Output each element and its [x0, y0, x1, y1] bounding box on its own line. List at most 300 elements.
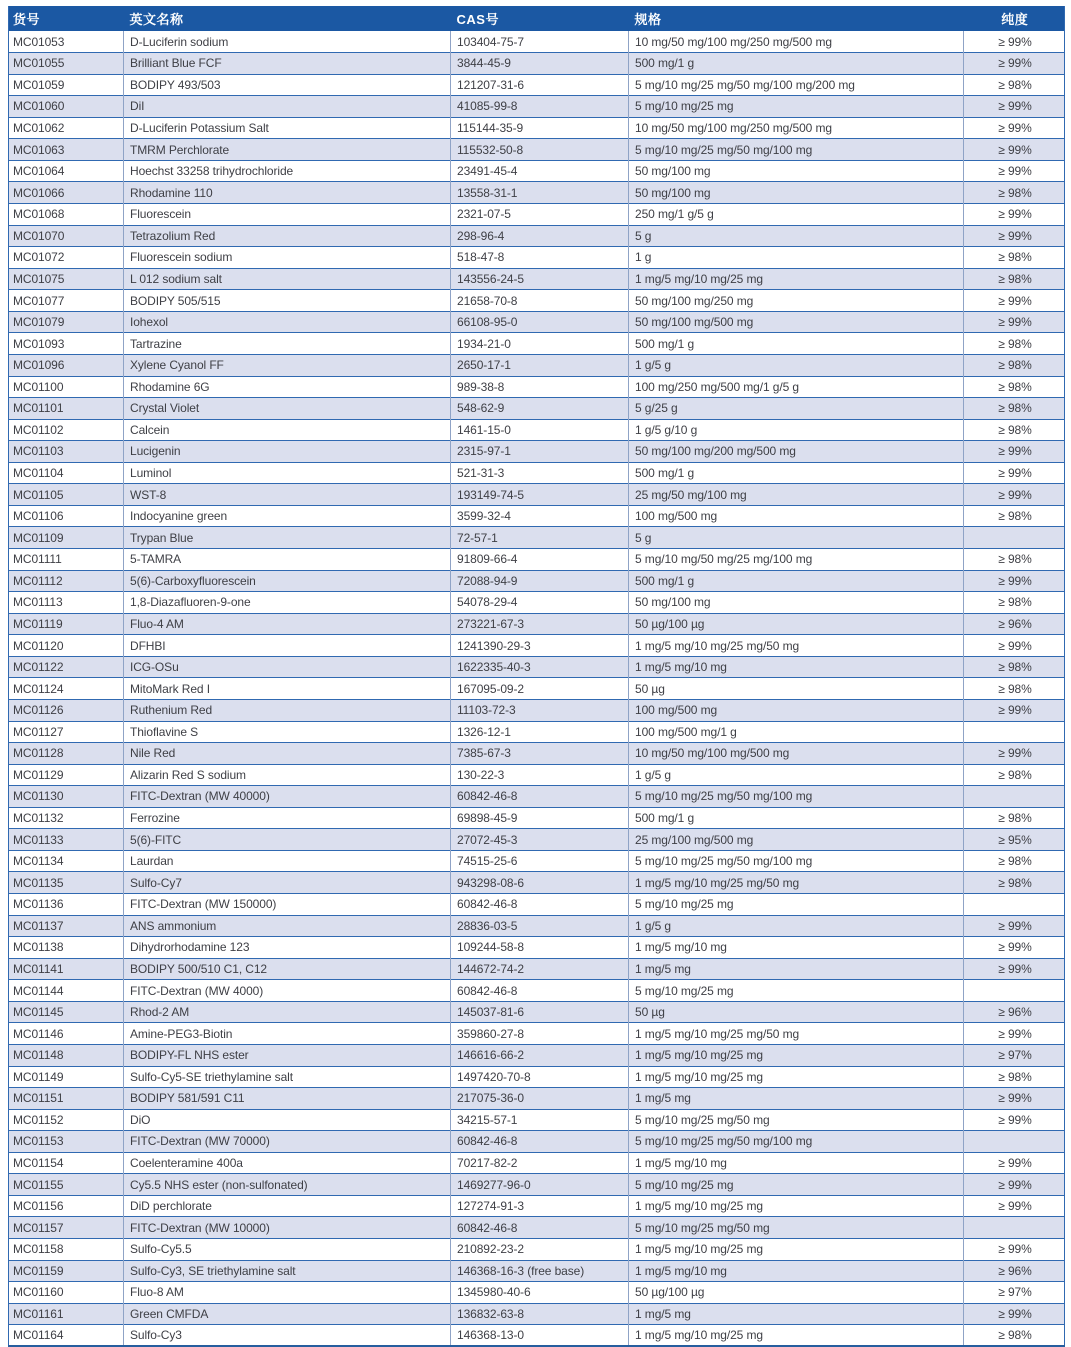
table-row	[9, 53, 1065, 75]
cell-name_en: Tartrazine	[124, 333, 451, 355]
cell-item_no: MC01154	[13, 1156, 64, 1171]
cell-spec: 50 µg/100 µg	[629, 613, 964, 635]
cell-name_en: Sulfo-Cy3, SE triethylamine salt	[124, 1260, 451, 1282]
cell-cas: 144672-74-2	[451, 958, 629, 980]
cell-spec: 5 mg/10 mg/25 mg/50 mg	[629, 1109, 964, 1131]
cell-item_no: MC01063	[13, 142, 65, 157]
cell-name_en: Ferrozine	[124, 807, 451, 829]
table-row	[9, 182, 1065, 204]
cell-item_no: MC01102	[13, 422, 64, 437]
cell-item_no: MC01145	[13, 1005, 64, 1020]
cell-name_en: Ruthenium Red	[124, 699, 451, 721]
cell-purity: ≥ 98%	[964, 850, 1065, 872]
table-row	[9, 1131, 1065, 1153]
cell-spec: 5 mg/10 mg/25 mg/50 mg/100 mg	[629, 850, 964, 872]
cell-purity: ≥ 99%	[964, 570, 1065, 592]
table-row	[9, 721, 1065, 743]
cell-item_no: MC01105	[13, 487, 64, 502]
cell-spec: 250 mg/1 g/5 g	[629, 204, 964, 226]
cell-item_no: MC01124	[13, 681, 64, 696]
cell-cas: 359860-27-8	[451, 1023, 629, 1045]
cell-item_no: MC01113	[13, 595, 63, 610]
table-row	[9, 850, 1065, 872]
cell-spec: 1 g/5 g	[629, 354, 964, 376]
cell-cas: 3599-32-4	[451, 505, 629, 527]
cell-purity	[964, 527, 1065, 549]
table-row	[9, 139, 1065, 161]
cell-spec: 5 mg/10 mg/25 mg	[629, 980, 964, 1002]
cell-cas: 130-22-3	[451, 764, 629, 786]
cell-cas: 210892-23-2	[451, 1239, 629, 1261]
cell-purity: ≥ 98%	[964, 1325, 1065, 1347]
cell-purity: ≥ 99%	[964, 117, 1065, 139]
cell-item_no: MC01062	[13, 121, 65, 136]
cell-cas: 54078-29-4	[451, 592, 629, 614]
cell-spec: 1 mg/5 mg/10 mg	[629, 656, 964, 678]
cell-cas: 74515-25-6	[451, 850, 629, 872]
cell-cas: 217075-36-0	[451, 1088, 629, 1110]
cell-spec: 50 mg/100 mg/200 mg/500 mg	[629, 441, 964, 463]
cell-purity: ≥ 96%	[964, 1001, 1065, 1023]
table-row	[9, 549, 1065, 571]
cell-cas: 41085-99-8	[451, 96, 629, 118]
cell-item_no: MC01103	[13, 444, 64, 459]
cell-item_no: MC01133	[13, 832, 64, 847]
cell-purity: ≥ 98%	[964, 268, 1065, 290]
cell-name_en: FITC-Dextran (MW 40000)	[124, 786, 451, 808]
cell-purity	[964, 786, 1065, 808]
cell-name_en: Sulfo-Cy5-SE triethylamine salt	[124, 1066, 451, 1088]
cell-cas: 989-38-8	[451, 376, 629, 398]
cell-spec: 1 mg/5 mg/10 mg/25 mg	[629, 1239, 964, 1261]
cell-cas: 145037-81-6	[451, 1001, 629, 1023]
table-row	[9, 31, 1065, 53]
cell-name_en: ICG-OSu	[124, 656, 451, 678]
cell-purity: ≥ 96%	[964, 1260, 1065, 1282]
cell-name_en: Thioflavine S	[124, 721, 451, 743]
cell-item_no: MC01148	[13, 1048, 64, 1063]
column-header-name-en: 英文名称	[124, 6, 451, 31]
cell-cas: 72088-94-9	[451, 570, 629, 592]
cell-item_no: MC01160	[13, 1285, 64, 1300]
table-row	[9, 441, 1065, 463]
cell-spec: 1 mg/5 mg/10 mg/25 mg	[629, 1044, 964, 1066]
cell-spec: 500 mg/1 g	[629, 53, 964, 75]
cell-purity: ≥ 98%	[964, 419, 1065, 441]
cell-cas: 23491-45-4	[451, 160, 629, 182]
cell-purity: ≥ 98%	[964, 1066, 1065, 1088]
cell-name_en: D-Luciferin Potassium Salt	[124, 117, 451, 139]
cell-purity: ≥ 99%	[964, 31, 1065, 53]
cell-purity: ≥ 98%	[964, 354, 1065, 376]
cell-purity: ≥ 96%	[964, 613, 1065, 635]
cell-spec: 10 mg/50 mg/100 mg/250 mg/500 mg	[629, 117, 964, 139]
cell-purity: ≥ 99%	[964, 225, 1065, 247]
cell-spec: 500 mg/1 g	[629, 333, 964, 355]
cell-spec: 1 mg/5 mg/10 mg/25 mg/50 mg	[629, 635, 964, 657]
cell-spec: 1 mg/5 mg/10 mg/25 mg	[629, 1195, 964, 1217]
cell-spec: 5 mg/10 mg/25 mg	[629, 96, 964, 118]
cell-purity	[964, 721, 1065, 743]
cell-purity: ≥ 98%	[964, 656, 1065, 678]
cell-name_en: Nile Red	[124, 743, 451, 765]
cell-purity: ≥ 98%	[964, 764, 1065, 786]
table-row	[9, 527, 1065, 549]
cell-cas: 28836-03-5	[451, 915, 629, 937]
cell-item_no: MC01060	[13, 99, 65, 114]
table-row	[9, 376, 1065, 398]
cell-spec: 25 mg/50 mg/100 mg	[629, 484, 964, 506]
cell-item_no: MC01111	[13, 552, 62, 567]
cell-item_no: MC01070	[13, 228, 65, 243]
cell-cas: 193149-74-5	[451, 484, 629, 506]
cell-name_en: DiI	[124, 96, 451, 118]
cell-spec: 5 g	[629, 527, 964, 549]
table-row	[9, 829, 1065, 851]
cell-purity: ≥ 99%	[964, 743, 1065, 765]
table-row	[9, 894, 1065, 916]
table-row	[9, 635, 1065, 657]
cell-cas: 109244-58-8	[451, 937, 629, 959]
cell-cas: 298-96-4	[451, 225, 629, 247]
cell-purity: ≥ 99%	[964, 311, 1065, 333]
column-header-cas: CAS号	[451, 6, 629, 31]
table-row	[9, 980, 1065, 1002]
cell-purity: ≥ 98%	[964, 398, 1065, 420]
cell-purity: ≥ 98%	[964, 505, 1065, 527]
cell-purity	[964, 1131, 1065, 1153]
cell-name_en: BODIPY 493/503	[124, 74, 451, 96]
table-row	[9, 354, 1065, 376]
cell-cas: 167095-09-2	[451, 678, 629, 700]
cell-cas: 2321-07-5	[451, 204, 629, 226]
cell-spec: 50 mg/100 mg	[629, 182, 964, 204]
cell-cas: 146368-13-0	[451, 1325, 629, 1347]
cell-cas: 273221-67-3	[451, 613, 629, 635]
cell-spec: 50 µg/100 µg	[629, 1282, 964, 1304]
cell-cas: 91809-66-4	[451, 549, 629, 571]
cell-name_en: FITC-Dextran (MW 70000)	[124, 1131, 451, 1153]
cell-spec: 500 mg/1 g	[629, 462, 964, 484]
cell-purity: ≥ 99%	[964, 1088, 1065, 1110]
table-row	[9, 398, 1065, 420]
cell-item_no: MC01112	[13, 573, 63, 588]
cell-purity: ≥ 99%	[964, 1195, 1065, 1217]
cell-purity	[964, 894, 1065, 916]
cell-purity: ≥ 98%	[964, 872, 1065, 894]
cell-purity: ≥ 99%	[964, 1152, 1065, 1174]
cell-item_no: MC01132	[13, 811, 64, 826]
column-header-item-no: 货号	[9, 6, 124, 31]
cell-cas: 60842-46-8	[451, 786, 629, 808]
cell-purity: ≥ 99%	[964, 290, 1065, 312]
cell-item_no: MC01101	[13, 401, 64, 416]
table-row	[9, 1066, 1065, 1088]
cell-spec: 500 mg/1 g	[629, 807, 964, 829]
cell-item_no: MC01159	[13, 1263, 64, 1278]
cell-spec: 1 mg/5 mg/10 mg	[629, 1152, 964, 1174]
cell-spec: 1 mg/5 mg/10 mg	[629, 1260, 964, 1282]
cell-spec: 1 mg/5 mg/10 mg/25 mg	[629, 1325, 964, 1347]
cell-name_en: Iohexol	[124, 311, 451, 333]
cell-name_en: Hoechst 33258 trihydrochloride	[124, 160, 451, 182]
cell-cas: 60842-46-8	[451, 980, 629, 1002]
cell-cas: 121207-31-6	[451, 74, 629, 96]
table-row	[9, 1044, 1065, 1066]
cell-purity: ≥ 98%	[964, 549, 1065, 571]
table-row	[9, 786, 1065, 808]
product-table	[8, 6, 1065, 1347]
table-row	[9, 958, 1065, 980]
cell-spec: 1 g/5 g	[629, 764, 964, 786]
table-row	[9, 225, 1065, 247]
cell-name_en: Tetrazolium Red	[124, 225, 451, 247]
cell-purity: ≥ 99%	[964, 699, 1065, 721]
cell-cas: 69898-45-9	[451, 807, 629, 829]
cell-purity: ≥ 99%	[964, 1023, 1065, 1045]
cell-item_no: MC01059	[13, 77, 65, 92]
cell-purity: ≥ 99%	[964, 160, 1065, 182]
cell-name_en: TMRM Perchlorate	[124, 139, 451, 161]
cell-cas: 1469277-96-0	[451, 1174, 629, 1196]
table-row	[9, 484, 1065, 506]
cell-item_no: MC01130	[13, 789, 64, 804]
cell-cas: 548-62-9	[451, 398, 629, 420]
cell-name_en: BODIPY 505/515	[124, 290, 451, 312]
table-row	[9, 462, 1065, 484]
cell-item_no: MC01120	[13, 638, 64, 653]
cell-spec: 50 mg/100 mg/250 mg	[629, 290, 964, 312]
cell-cas: 27072-45-3	[451, 829, 629, 851]
cell-cas: 2650-17-1	[451, 354, 629, 376]
table-row	[9, 1088, 1065, 1110]
cell-purity: ≥ 98%	[964, 247, 1065, 269]
cell-purity	[964, 1217, 1065, 1239]
cell-item_no: MC01079	[13, 315, 65, 330]
cell-item_no: MC01093	[13, 336, 65, 351]
cell-name_en: Fluo-8 AM	[124, 1282, 451, 1304]
cell-item_no: MC01155	[13, 1177, 64, 1192]
cell-item_no: MC01135	[13, 875, 64, 890]
cell-purity: ≥ 99%	[964, 96, 1065, 118]
cell-item_no: MC01100	[13, 379, 64, 394]
cell-spec: 1 mg/5 mg	[629, 1303, 964, 1325]
cell-item_no: MC01072	[13, 250, 65, 265]
cell-cas: 60842-46-8	[451, 1217, 629, 1239]
cell-spec: 500 mg/1 g	[629, 570, 964, 592]
table-row	[9, 1109, 1065, 1131]
table-row	[9, 311, 1065, 333]
cell-cas: 146368-16-3 (free base)	[451, 1260, 629, 1282]
cell-item_no: MC01066	[13, 185, 65, 200]
cell-item_no: MC01126	[13, 703, 64, 718]
cell-spec: 5 mg/10 mg/25 mg	[629, 894, 964, 916]
cell-item_no: MC01164	[13, 1328, 64, 1343]
cell-item_no: MC01077	[13, 293, 65, 308]
cell-name_en: 5-TAMRA	[124, 549, 451, 571]
cell-cas: 1622335-40-3	[451, 656, 629, 678]
cell-spec: 1 g/5 g/10 g	[629, 419, 964, 441]
cell-name_en: DiD perchlorate	[124, 1195, 451, 1217]
cell-cas: 136832-63-8	[451, 1303, 629, 1325]
cell-spec: 1 mg/5 mg/10 mg/25 mg	[629, 1066, 964, 1088]
cell-spec: 5 mg/10 mg/50 mg/25 mg/100 mg	[629, 549, 964, 571]
table-row	[9, 937, 1065, 959]
cell-name_en: FITC-Dextran (MW 150000)	[124, 894, 451, 916]
cell-item_no: MC01055	[13, 56, 65, 71]
cell-spec: 50 µg	[629, 1001, 964, 1023]
cell-purity: ≥ 98%	[964, 333, 1065, 355]
cell-cas: 521-31-3	[451, 462, 629, 484]
cell-spec: 1 mg/5 mg/10 mg/25 mg	[629, 268, 964, 290]
cell-purity: ≥ 99%	[964, 139, 1065, 161]
cell-item_no: MC01138	[13, 940, 64, 955]
cell-purity: ≥ 99%	[964, 441, 1065, 463]
table-row	[9, 290, 1065, 312]
cell-cas: 943298-08-6	[451, 872, 629, 894]
cell-purity: ≥ 99%	[964, 462, 1065, 484]
table-row	[9, 1152, 1065, 1174]
table-row	[9, 505, 1065, 527]
cell-name_en: DFHBI	[124, 635, 451, 657]
cell-item_no: MC01129	[13, 767, 64, 782]
cell-item_no: MC01075	[13, 271, 65, 286]
cell-cas: 21658-70-8	[451, 290, 629, 312]
cell-name_en: Sulfo-Cy7	[124, 872, 451, 894]
table-row	[9, 699, 1065, 721]
cell-cas: 1241390-29-3	[451, 635, 629, 657]
cell-name_en: Alizarin Red S sodium	[124, 764, 451, 786]
cell-purity: ≥ 99%	[964, 484, 1065, 506]
cell-cas: 3844-45-9	[451, 53, 629, 75]
table-row	[9, 656, 1065, 678]
cell-cas: 1497420-70-8	[451, 1066, 629, 1088]
cell-name_en: BODIPY 581/591 C11	[124, 1088, 451, 1110]
cell-item_no: MC01104	[13, 466, 64, 481]
table-row	[9, 678, 1065, 700]
table-row	[9, 419, 1065, 441]
product-table-body	[9, 31, 1065, 1346]
cell-cas: 60842-46-8	[451, 894, 629, 916]
table-row	[9, 570, 1065, 592]
cell-purity: ≥ 97%	[964, 1044, 1065, 1066]
cell-purity: ≥ 95%	[964, 829, 1065, 851]
cell-spec: 1 mg/5 mg/10 mg/25 mg/50 mg	[629, 872, 964, 894]
table-row	[9, 1001, 1065, 1023]
cell-purity: ≥ 99%	[964, 1109, 1065, 1131]
table-row	[9, 1174, 1065, 1196]
cell-purity: ≥ 98%	[964, 74, 1065, 96]
cell-name_en: BODIPY-FL NHS ester	[124, 1044, 451, 1066]
cell-cas: 1345980-40-6	[451, 1282, 629, 1304]
table-row	[9, 74, 1065, 96]
cell-cas: 34215-57-1	[451, 1109, 629, 1131]
cell-name_en: FITC-Dextran (MW 4000)	[124, 980, 451, 1002]
table-row	[9, 1325, 1065, 1347]
cell-spec: 1 mg/5 mg	[629, 958, 964, 980]
cell-purity: ≥ 99%	[964, 1239, 1065, 1261]
cell-name_en: Crystal Violet	[124, 398, 451, 420]
cell-item_no: MC01053	[13, 34, 65, 49]
table-row	[9, 1217, 1065, 1239]
cell-name_en: ANS ammonium	[124, 915, 451, 937]
cell-cas: 1326-12-1	[451, 721, 629, 743]
cell-purity: ≥ 99%	[964, 958, 1065, 980]
cell-spec: 1 g/5 g	[629, 915, 964, 937]
cell-purity: ≥ 98%	[964, 592, 1065, 614]
cell-purity	[964, 980, 1065, 1002]
cell-name_en: MitoMark Red I	[124, 678, 451, 700]
cell-item_no: MC01109	[13, 530, 64, 545]
cell-name_en: Dihydrorhodamine 123	[124, 937, 451, 959]
cell-purity: ≥ 99%	[964, 635, 1065, 657]
cell-name_en: FITC-Dextran (MW 10000)	[124, 1217, 451, 1239]
cell-item_no: MC01137	[13, 918, 64, 933]
cell-name_en: Rhod-2 AM	[124, 1001, 451, 1023]
table-row	[9, 807, 1065, 829]
cell-name_en: Fluorescein sodium	[124, 247, 451, 269]
table-row	[9, 872, 1065, 894]
cell-name_en: Rhodamine 110	[124, 182, 451, 204]
cell-item_no: MC01157	[13, 1220, 64, 1235]
table-row	[9, 204, 1065, 226]
cell-item_no: MC01136	[13, 897, 64, 912]
cell-cas: 7385-67-3	[451, 743, 629, 765]
cell-item_no: MC01156	[13, 1199, 64, 1214]
cell-name_en: Green CMFDA	[124, 1303, 451, 1325]
table-row	[9, 333, 1065, 355]
cell-spec: 1 mg/5 mg/10 mg/25 mg/50 mg	[629, 1023, 964, 1045]
cell-name_en: Cy5.5 NHS ester (non-sulfonated)	[124, 1174, 451, 1196]
cell-spec: 1 g	[629, 247, 964, 269]
cell-name_en: 1,8-Diazafluoren-9-one	[124, 592, 451, 614]
cell-purity: ≥ 98%	[964, 807, 1065, 829]
cell-item_no: MC01119	[13, 616, 63, 631]
cell-spec: 1 mg/5 mg	[629, 1088, 964, 1110]
cell-purity: ≥ 98%	[964, 678, 1065, 700]
cell-spec: 10 mg/50 mg/100 mg/500 mg	[629, 743, 964, 765]
cell-cas: 11103-72-3	[451, 699, 629, 721]
table-row	[9, 1260, 1065, 1282]
table-row	[9, 1023, 1065, 1045]
cell-cas: 13558-31-1	[451, 182, 629, 204]
cell-spec: 5 mg/10 mg/25 mg/50 mg/100 mg	[629, 1131, 964, 1153]
cell-name_en: Luminol	[124, 462, 451, 484]
cell-name_en: 5(6)-FITC	[124, 829, 451, 851]
cell-name_en: Sulfo-Cy5.5	[124, 1239, 451, 1261]
cell-purity: ≥ 98%	[964, 182, 1065, 204]
cell-cas: 115144-35-9	[451, 117, 629, 139]
cell-spec: 10 mg/50 mg/100 mg/250 mg/500 mg	[629, 31, 964, 53]
cell-purity: ≥ 99%	[964, 1303, 1065, 1325]
cell-item_no: MC01064	[13, 164, 65, 179]
table-row	[9, 1195, 1065, 1217]
cell-item_no: MC01106	[13, 509, 64, 524]
cell-cas: 66108-95-0	[451, 311, 629, 333]
cell-spec: 25 mg/100 mg/500 mg	[629, 829, 964, 851]
table-row	[9, 247, 1065, 269]
cell-item_no: MC01122	[13, 660, 64, 675]
header-row	[9, 6, 1065, 31]
cell-name_en: Xylene Cyanol FF	[124, 354, 451, 376]
cell-purity: ≥ 97%	[964, 1282, 1065, 1304]
cell-item_no: MC01068	[13, 207, 65, 222]
cell-name_en: Trypan Blue	[124, 527, 451, 549]
cell-purity: ≥ 99%	[964, 915, 1065, 937]
cell-cas: 1461-15-0	[451, 419, 629, 441]
cell-item_no: MC01127	[13, 724, 64, 739]
cell-spec: 50 mg/100 mg	[629, 160, 964, 182]
